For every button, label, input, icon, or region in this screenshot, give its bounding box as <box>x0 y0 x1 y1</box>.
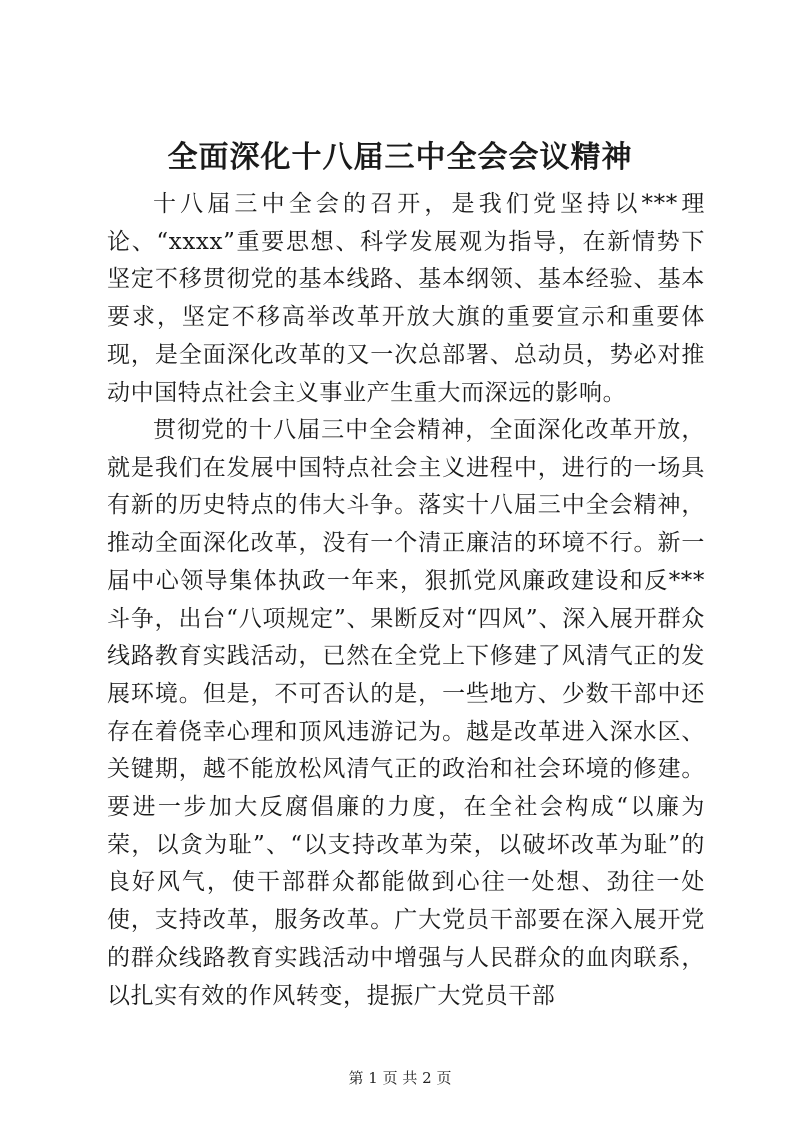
page-title: 全面深化十八届三中全会会议精神 <box>167 140 633 175</box>
paragraph-2: 贯彻党的十八届三中全会精神，全面深化改革开放，就是我们在发展中国特点社会主义进程中，进行的一场具有新的历史特点的伟大斗争。落实十八届三中全会精神，推动全面深化改革，没有一个清正廉洁的环境不行。新一届中心领导集体执政一年来，狠抓党风廉政建设和反***斗争，出台“八项规定”、果断反对“四风”、深入展开群众线路教育实践活动，已然在全党上下修建了风清气正的发展环境。但是，不可否认的是，一些地方、少数干部中还存在着侥幸心理和顶风违游记为。越是改革进入深水区、关键期，越不能放松风清气正的政治和社会环境的修建。要进一步加大反腐倡廉的力度，在全社会构成“以廉为荣，以贪为耻”、“以支持改革为荣，以破坏改革为耻”的良好风气，使干部群众都能做到心往一处想、劲往一处使，支持改革，服务改革。广大党员干部要在深入展开党的群众线路教育实践活动中增强与人民群众的血肉联系，以扎实有效的作风转变，提振广大党员干部 <box>107 417 705 1009</box>
paragraph-1: 十八届三中全会的召开，是我们党坚持以***理论、“xxxx”重要思想、科学发展观为指导，在新情势下坚定不移贯彻党的基本线路、基本纲领、基本经验、基本要求，坚定不移高举改革开放大旗的重要宣示和重要体现，是全面深化改革的又一次总部署、总动员，势必对推动中国特点社会主义事业产生重大而深远的影响。 <box>107 191 705 406</box>
page-number-footer: 第 1 页 共 2 页 <box>348 1069 452 1087</box>
